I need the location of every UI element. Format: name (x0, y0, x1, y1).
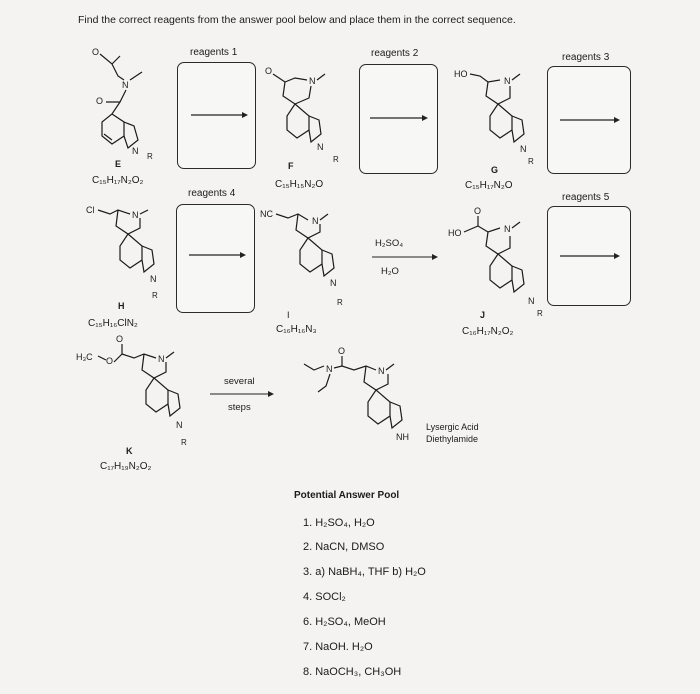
reagents-3-label: reagents 3 (562, 52, 610, 63)
condition-h2o: H₂O (381, 266, 399, 277)
answer-option[interactable]: 3. a) NaBH₄, THF b) H₂O (303, 566, 426, 578)
svg-text:O: O (116, 334, 124, 344)
compound-k-r-group: R (181, 438, 187, 447)
svg-text:N: N (326, 364, 333, 374)
compound-h-r-group: R (152, 291, 158, 300)
compound-h-letter: H (118, 301, 125, 311)
reagents-1-label: reagents 1 (190, 47, 238, 58)
compound-k-formula: C₁₇H₁₉N₂O₂ (100, 461, 152, 472)
reaction-arrow-icon (208, 390, 278, 398)
svg-text:O: O (338, 346, 346, 356)
right-arrow-icon (360, 65, 437, 173)
svg-text:N: N (317, 142, 324, 152)
compound-j-structure (448, 206, 548, 316)
reagents-4-dropzone[interactable] (176, 204, 255, 313)
svg-text:N: N (122, 80, 129, 90)
answer-option[interactable]: 4. SOCl₂ (303, 591, 346, 603)
compound-h-formula: C₁₅H₁₆ClN₂ (88, 318, 138, 329)
compound-e-r-group: R (147, 152, 153, 161)
compound-g-letter: G (491, 165, 499, 175)
product-name-line1: Lysergic Acid (426, 422, 479, 432)
compound-i-letter: I (287, 310, 290, 320)
svg-text:O: O (92, 47, 100, 57)
answer-option[interactable]: 8. NaOCH₃, CH₃OH (303, 666, 402, 678)
answer-option[interactable]: 7. NaOH. H₂O (303, 641, 373, 653)
reagents-1-dropzone[interactable] (177, 62, 256, 169)
reagents-3-dropzone[interactable] (547, 66, 631, 174)
compound-i-structure (260, 206, 350, 306)
svg-text:N: N (158, 354, 165, 364)
compound-g-structure (454, 66, 544, 166)
svg-text:HO: HO (448, 228, 462, 238)
svg-text:N: N (528, 296, 535, 306)
compound-f-letter: F (288, 161, 294, 171)
reagents-5-dropzone[interactable] (547, 206, 631, 306)
reaction-arrow-icon (370, 253, 440, 261)
right-arrow-icon (548, 207, 630, 305)
reagents-2-label: reagents 2 (371, 48, 419, 59)
compound-i-formula: C₁₆H₁₆N₃ (276, 324, 317, 335)
product-name-line2: Diethylamide (426, 434, 479, 444)
svg-text:N: N (520, 144, 527, 154)
svg-text:O: O (474, 206, 482, 216)
svg-text:NC: NC (260, 209, 273, 219)
condition-steps: steps (228, 402, 251, 413)
compound-j-letter: J (480, 310, 486, 320)
reagents-2-dropzone[interactable] (359, 64, 438, 174)
svg-text:N: N (132, 146, 139, 156)
compound-h-structure (86, 202, 176, 302)
answer-pool-title: Potential Answer Pool (294, 490, 400, 501)
answer-option[interactable]: 6. H₂SO₄, MeOH (303, 616, 386, 628)
svg-text:N: N (150, 274, 157, 284)
compound-j-r-group: R (537, 309, 543, 318)
svg-text:HO: HO (454, 69, 468, 79)
question-text: Find the correct reagents from the answer pool below and place them in the correct sequence. (78, 14, 516, 26)
answer-option[interactable]: 1. H₂SO₄, H₂O (303, 517, 375, 529)
svg-text:O: O (106, 356, 114, 366)
condition-h2so4: H₂SO₄ (375, 238, 404, 249)
svg-text:N: N (309, 76, 316, 86)
right-arrow-icon (178, 63, 255, 168)
compound-k-letter: K (126, 446, 133, 456)
reagents-4-label: reagents 4 (188, 188, 236, 199)
right-arrow-icon (548, 67, 630, 173)
svg-text:N: N (176, 420, 183, 430)
compound-f-r-group: R (333, 155, 339, 164)
compound-f-formula: C₁₅H₁₅N₂O (275, 179, 324, 190)
compound-g-formula: C₁₅H₁₇N₂O (465, 180, 513, 191)
answer-option[interactable]: 2. NaCN, DMSO (303, 541, 385, 553)
condition-several: several (224, 376, 255, 387)
product-name (426, 421, 479, 445)
lsd-structure (296, 344, 436, 454)
svg-text:N: N (504, 224, 511, 234)
svg-text:O: O (96, 96, 104, 106)
svg-text:N: N (132, 210, 139, 220)
svg-text:N: N (312, 216, 319, 226)
svg-text:O: O (265, 66, 273, 76)
compound-k-structure (76, 332, 196, 452)
svg-text:N: N (330, 278, 337, 288)
compound-g-r-group: R (528, 157, 534, 166)
svg-text:H₃C: H₃C (76, 352, 93, 362)
reagents-5-label: reagents 5 (562, 192, 610, 203)
svg-text:Cl: Cl (86, 205, 95, 215)
compound-f-structure (265, 62, 345, 162)
right-arrow-icon (177, 205, 254, 312)
svg-text:N: N (504, 76, 511, 86)
svg-text:N: N (378, 366, 385, 376)
compound-i-r-group: R (337, 298, 343, 307)
compound-j-formula: C₁₆H₁₇N₂O₂ (462, 326, 514, 337)
compound-e-formula: C₁₅H₁₇N₂O₂ (92, 175, 144, 186)
compound-e-structure (90, 42, 170, 167)
compound-e-letter: E (115, 159, 122, 169)
svg-text:NH: NH (396, 432, 409, 442)
